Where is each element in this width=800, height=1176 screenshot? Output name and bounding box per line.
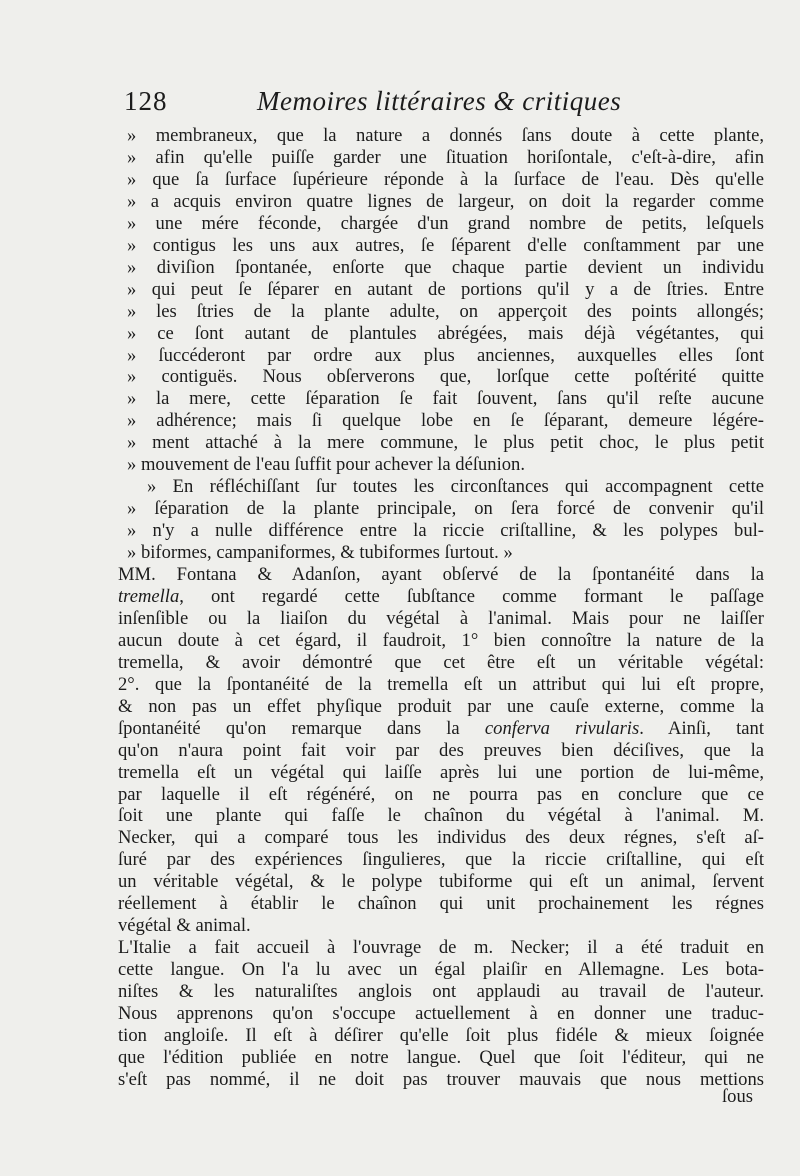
text-line: » les ſtries de la plante adulte, on apperçoit des points allongés; <box>127 300 764 322</box>
text-line: » n'y a nulle différence entre la riccie criſtalline, & les polypes bul- <box>127 520 764 542</box>
text-line: » ſéparation de la plante principale, on ſera forcé de convenir qu'il <box>127 498 764 520</box>
text-line: » contiguës. Nous obſerverons que, lorſque cette poſtérité quitte <box>127 366 764 388</box>
text-line: que l'édition publiée en notre langue. Quel que ſoit l'éditeur, qui ne <box>118 1046 764 1068</box>
line-segment: . Ainſi, tant <box>639 717 764 739</box>
text-line: un véritable végétal, & le polype tubiforme qui eſt un animal, ſervent <box>118 871 764 893</box>
text-line: » diviſion ſpontanée, enſorte que chaque partie devient un individu <box>127 256 764 278</box>
page-number: 128 <box>124 86 168 116</box>
text-line: » ſuccéderont par ordre aux plus anciennes, auxquelles elles ſont <box>127 344 764 366</box>
text-line: tremella eſt un végétal qui laiſſe après lui une portion de lui-même, <box>118 761 764 783</box>
text-line: & non pas un effet phyſique produit par une cauſe externe, comme la <box>118 695 764 717</box>
line-segment: ſpontanéité qu'on remarque dans la <box>118 717 485 739</box>
line-segment: , ont regardé cette ſubſtance comme formant le paſſage <box>179 585 764 607</box>
text-line: » a acquis environ quatre lignes de largeur, on doit la regarder comme <box>127 190 764 212</box>
text-line: » que ſa ſurface ſupérieure réponde à la ſurface de l'eau. Dès qu'elle <box>127 168 764 190</box>
text-line: tremella, & avoir démontré que cet être eſt un véritable végétal: <box>118 651 764 673</box>
text-line: cette langue. On l'a lu avec un égal plaiſir en Allemagne. Les bota- <box>118 959 764 981</box>
text-line: végétal & animal. <box>118 915 251 937</box>
text-line: » contigus les uns aux autres, ſe ſéparent d'elle conſtamment par une <box>127 234 764 256</box>
text-line <box>118 718 764 740</box>
italic-term: tremella <box>118 585 180 607</box>
text-line: par laquelle il eſt régénéré, on ne pourra pas en conclure que ce <box>118 783 764 805</box>
text-line: aucun doute à cet égard, il faudroit, 1° bien connoître la nature de la <box>118 629 764 651</box>
text-line: MM. Fontana & Adanſon, ayant obſervé de la ſpontanéité dans la <box>118 564 764 585</box>
text-line: » afin qu'elle puiſſe garder une ſituation horiſontale, c'eſt-à-dire, afin <box>127 146 764 168</box>
text-line: ſuré par des expériences ſingulieres, que la riccie criſtalline, qui eſt <box>118 849 764 871</box>
text-line: ſoit une plante qui faſſe le chaînon du végétal à l'animal. M. <box>118 805 764 827</box>
running-title: Memoires littéraires & critiques <box>257 86 622 116</box>
text-line: » ment attaché à la mere commune, le plus petit choc, le plus petit <box>127 432 764 454</box>
text-line: » adhérence; mais ſi quelque lobe en ſe ſéparant, demeure légére- <box>127 410 764 432</box>
text-line: 2°. que la ſpontanéité de la tremella eſt un attribut qui lui eſt propre, <box>118 673 764 695</box>
catchword: ſous <box>722 1086 753 1107</box>
text-line: » biformes, campaniformes, & tubiformes ſurtout. » <box>127 542 513 564</box>
text-line: » ce ſont autant de plantules abrégées, mais déjà végétantes, qui <box>127 322 764 344</box>
text-line: tion angloiſe. Il eſt à déſirer qu'elle ſoit plus fidéle & mieux ſoignée <box>118 1024 764 1046</box>
text-line: inſenſible ou la liaiſon du végétal à l'animal. Mais pour ne laiſſer <box>118 607 764 629</box>
page-header <box>124 86 664 122</box>
text-line: niſtes & les naturaliſtes anglois ont applaudi au travail de l'auteur. <box>118 981 764 1003</box>
text-line: » la mere, cette ſéparation ſe fait ſouvent, ſans qu'il reſte aucune <box>127 388 764 410</box>
text-line: » mouvement de l'eau ſuffit pour achever la déſunion. <box>127 454 525 476</box>
text-line: réellement à établir le chaînon qui unit prochainement les régnes <box>118 893 764 915</box>
text-line: » une mére féconde, chargée d'un grand nombre de petits, leſquels <box>127 212 764 234</box>
text-line: Necker, qui a comparé tous les individus des deux régnes, s'eſt aſ- <box>118 827 764 849</box>
text-line: L'Italie a fait accueil à l'ouvrage de m. Necker; il a été traduit en <box>118 937 764 959</box>
italic-term: conferva rivularis <box>484 717 640 739</box>
text-line: s'eſt pas nommé, il ne doit pas trouver mauvais que nous mettions <box>118 1068 764 1090</box>
text-line: » membraneux, que la nature a donnés ſans doute à cette plante, <box>127 125 764 146</box>
text-line <box>118 586 764 608</box>
text-line: Nous apprenons qu'on s'occupe actuellement à en donner une traduc- <box>118 1003 764 1024</box>
text-line: » qui peut ſe ſéparer en autant de portions qu'il y a de ſtries. Entre <box>127 278 764 300</box>
text-line: qu'on n'aura point fait voir par des preuves bien déciſives, que la <box>118 739 764 761</box>
text-line: » En réfléchiſſant ſur toutes les circonſtances qui accompagnent cette <box>147 476 764 498</box>
